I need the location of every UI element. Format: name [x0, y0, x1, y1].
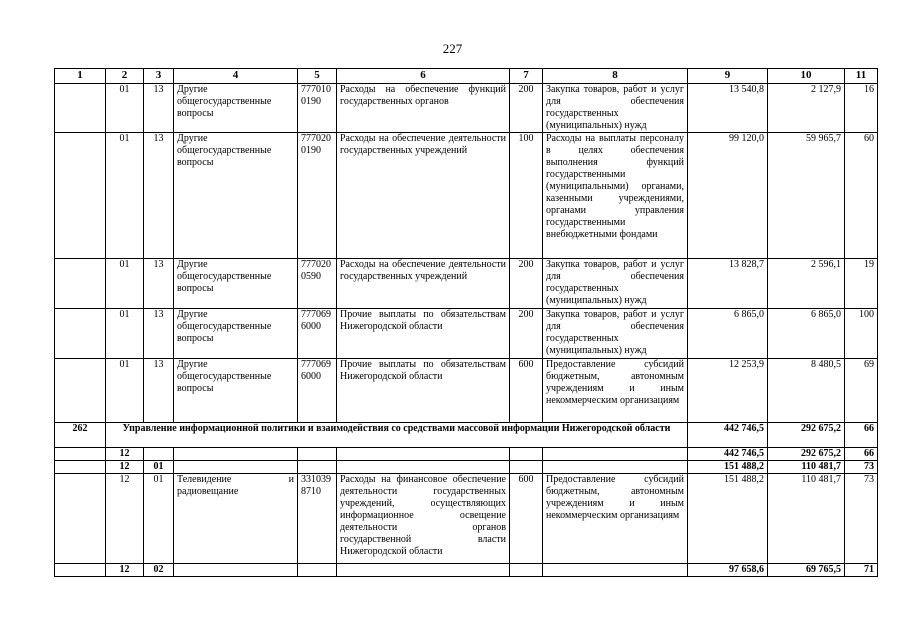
- empty-cell: [510, 564, 543, 577]
- cell-percent: 73: [845, 474, 878, 564]
- empty-cell: [298, 461, 337, 474]
- cell-target-code: 777020 0190: [298, 133, 337, 259]
- empty-cell: [174, 564, 298, 577]
- cell-subsection: 02: [144, 564, 174, 577]
- cell-section: 12: [106, 461, 144, 474]
- cell-planned: 151 488,2: [688, 474, 768, 564]
- cell-target-name: Расходы на обеспечение функций государственных органов: [337, 84, 510, 133]
- cell-subsection-name: Телевидение и радиовещание: [174, 474, 298, 564]
- column-header: 8: [543, 69, 688, 84]
- table-header-row: [55, 69, 878, 84]
- cell-percent: 66: [845, 423, 878, 448]
- cell-subsection: 13: [144, 133, 174, 259]
- table-row: [55, 259, 878, 309]
- cell-percent: 16: [845, 84, 878, 133]
- empty-cell: [337, 461, 510, 474]
- cell-planned: 97 658,6: [688, 564, 768, 577]
- cell-expense-type: 600: [510, 474, 543, 564]
- cell-subsection: 13: [144, 309, 174, 359]
- cell-percent: 71: [845, 564, 878, 577]
- cell-expense-type: 600: [510, 359, 543, 423]
- cell-executed: 2 127,9: [768, 84, 845, 133]
- empty-cell: [174, 448, 298, 461]
- empty-cell: [510, 461, 543, 474]
- cell-planned: 13 828,7: [688, 259, 768, 309]
- cell-planned: 442 746,5: [688, 448, 768, 461]
- cell-department-code: [55, 359, 106, 423]
- cell-section: 12: [106, 474, 144, 564]
- column-header: 3: [144, 69, 174, 84]
- cell-target-code: 777069 6000: [298, 309, 337, 359]
- empty-cell: [337, 448, 510, 461]
- column-header: 10: [768, 69, 845, 84]
- cell-section: 01: [106, 133, 144, 259]
- cell-planned: 12 253,9: [688, 359, 768, 423]
- column-header: 7: [510, 69, 543, 84]
- column-header: 1: [55, 69, 106, 84]
- cell-target-code: 331039 8710: [298, 474, 337, 564]
- cell-department-code: [55, 309, 106, 359]
- cell-expense-name: Закупка товаров, работ и услуг для обеспечения государственных (муниципальных) нужд: [543, 84, 688, 133]
- cell-subsection: 13: [144, 359, 174, 423]
- subsection-row: [55, 564, 878, 577]
- cell-percent: 100: [845, 309, 878, 359]
- cell-target-name: Расходы на финансовое обеспечение деятельности государственных учреждений, осуществляющих информационное освещение деятельности органов государственной власти Нижегородской области: [337, 474, 510, 564]
- cell-section: 12: [106, 448, 144, 461]
- cell-executed: 8 480,5: [768, 359, 845, 423]
- cell-subsection: 13: [144, 84, 174, 133]
- cell-section: 01: [106, 359, 144, 423]
- cell-expense-type: 200: [510, 309, 543, 359]
- empty-cell: [543, 461, 688, 474]
- empty-cell: [55, 474, 106, 564]
- cell-planned: 13 540,8: [688, 84, 768, 133]
- cell-planned: 442 746,5: [688, 423, 768, 448]
- cell-expense-name: Предоставление субсидий бюджетным, автономным учреждениям и иным некоммерческим организациям: [543, 474, 688, 564]
- column-header: 4: [174, 69, 298, 84]
- cell-executed: 110 481,7: [768, 474, 845, 564]
- cell-target-code: 777010 0190: [298, 84, 337, 133]
- cell-subsection-name: Другие общегосударственные вопросы: [174, 309, 298, 359]
- cell-executed: 69 765,5: [768, 564, 845, 577]
- empty-cell: [510, 448, 543, 461]
- cell-department-code: [55, 84, 106, 133]
- cell-expense-type: 200: [510, 84, 543, 133]
- cell-percent: 69: [845, 359, 878, 423]
- cell-subsection-name: Другие общегосударственные вопросы: [174, 84, 298, 133]
- cell-subsection: 01: [144, 474, 174, 564]
- cell-subsection-name: Другие общегосударственные вопросы: [174, 359, 298, 423]
- cell-subsection: 01: [144, 461, 174, 474]
- cell-executed: 292 675,2: [768, 448, 845, 461]
- table-row: [55, 474, 878, 564]
- cell-subsection: 13: [144, 259, 174, 309]
- column-header: 9: [688, 69, 768, 84]
- cell-target-name: Расходы на обеспечение деятельности государственных учреждений: [337, 259, 510, 309]
- cell-percent: 66: [845, 448, 878, 461]
- cell-expense-name: Расходы на выплаты персоналу в целях обеспечения выполнения функций государственными (муниципальными) органами, казенными учреждениями, органами управления государственными внебюджетными фондами: [543, 133, 688, 259]
- empty-cell: [298, 448, 337, 461]
- cell-expense-type: 100: [510, 133, 543, 259]
- column-header: 6: [337, 69, 510, 84]
- cell-expense-type: 200: [510, 259, 543, 309]
- cell-target-name: Расходы на обеспечение деятельности государственных учреждений: [337, 133, 510, 259]
- column-header: 11: [845, 69, 878, 84]
- cell-percent: 60: [845, 133, 878, 259]
- cell-percent: 19: [845, 259, 878, 309]
- empty-cell: [144, 448, 174, 461]
- cell-planned: 99 120,0: [688, 133, 768, 259]
- cell-target-name: Прочие выплаты по обязательствам Нижегородской области: [337, 359, 510, 423]
- empty-cell: [55, 564, 106, 577]
- cell-section: 12: [106, 564, 144, 577]
- cell-section: 01: [106, 309, 144, 359]
- column-header: 2: [106, 69, 144, 84]
- cell-executed: 2 596,1: [768, 259, 845, 309]
- cell-subsection-name: Другие общегосударственные вопросы: [174, 133, 298, 259]
- cell-target-code: 777069 6000: [298, 359, 337, 423]
- cell-percent: 73: [845, 461, 878, 474]
- cell-executed: 59 965,7: [768, 133, 845, 259]
- table-row: [55, 359, 878, 423]
- section-row: [55, 448, 878, 461]
- empty-cell: [55, 448, 106, 461]
- cell-executed: 292 675,2: [768, 423, 845, 448]
- table-row: [55, 309, 878, 359]
- department-title: Управление информационной политики и взаимодействия со средствами массовой информации Нижегородской области: [106, 423, 688, 448]
- column-header: 5: [298, 69, 337, 84]
- cell-executed: 110 481,7: [768, 461, 845, 474]
- cell-expense-name: Закупка товаров, работ и услуг для обеспечения государственных (муниципальных) нужд: [543, 259, 688, 309]
- empty-cell: [55, 461, 106, 474]
- empty-cell: [543, 564, 688, 577]
- cell-executed: 6 865,0: [768, 309, 845, 359]
- table-row: [55, 133, 878, 259]
- empty-cell: [337, 564, 510, 577]
- empty-cell: [543, 448, 688, 461]
- subsection-row: [55, 461, 878, 474]
- cell-target-code: 777020 0590: [298, 259, 337, 309]
- budget-table: [54, 68, 878, 577]
- cell-expense-name: Закупка товаров, работ и услуг для обеспечения государственных (муниципальных) нужд: [543, 309, 688, 359]
- cell-department-code: [55, 133, 106, 259]
- cell-planned: 151 488,2: [688, 461, 768, 474]
- department-row: [55, 423, 878, 448]
- cell-subsection-name: Другие общегосударственные вопросы: [174, 259, 298, 309]
- cell-target-name: Прочие выплаты по обязательствам Нижегородской области: [337, 309, 510, 359]
- cell-section: 01: [106, 259, 144, 309]
- empty-cell: [174, 461, 298, 474]
- cell-planned: 6 865,0: [688, 309, 768, 359]
- cell-department-code: 262: [55, 423, 106, 448]
- page-number: 227: [442, 41, 463, 56]
- empty-cell: [298, 564, 337, 577]
- cell-expense-name: Предоставление субсидий бюджетным, автономным учреждениям и иным некоммерческим организациям: [543, 359, 688, 423]
- table-row: [55, 84, 878, 133]
- cell-section: 01: [106, 84, 144, 133]
- cell-department-code: [55, 259, 106, 309]
